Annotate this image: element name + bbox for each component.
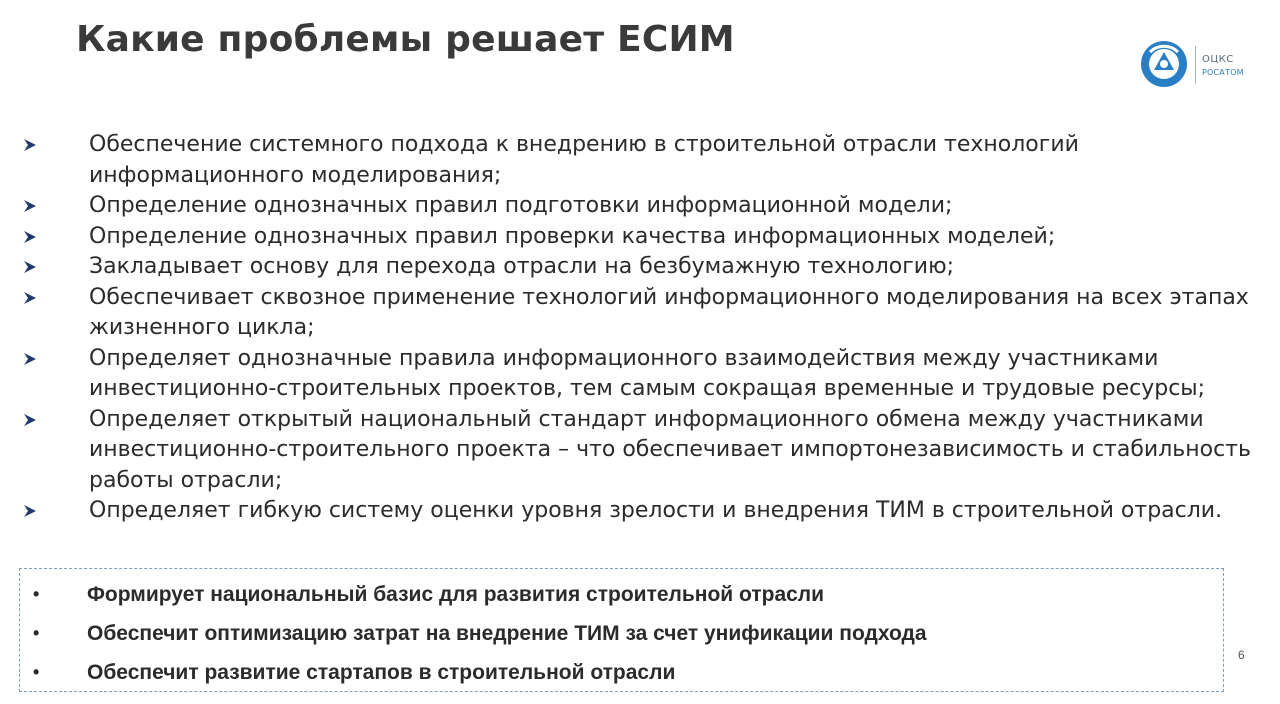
page-number: 6 <box>1238 648 1245 662</box>
bullet-dot-icon: • <box>33 662 40 682</box>
list-item-text: Обеспечивает сквозное применение технологий информационного моделирования на всех этапах жизненного цикла; <box>89 284 1249 340</box>
summary-list <box>20 575 927 692</box>
list-item <box>0 222 1274 253</box>
logo-text-secondary: РОСАТОМ <box>1202 68 1244 77</box>
summary-box <box>19 568 1224 692</box>
bullet-dot-icon: • <box>33 584 40 604</box>
summary-item-text: Формирует национальный базис для развития строительной отрасли <box>87 583 825 606</box>
rosatom-logo-icon <box>1140 40 1188 88</box>
list-item-text: Определяет открытый национальный стандарт информационного обмена между участниками инвестиционно-строительного проекта – что обеспечивает импортонезависимость и стабильность работы отрасли; <box>89 406 1251 493</box>
logo-text-primary: ОЦКС <box>1202 54 1234 65</box>
list-item-text: Определяет однозначные правила информационного взаимодействия между участниками инвестиционно-строительных проектов, тем самым сокращая временные и трудовые ресурсы; <box>89 345 1206 401</box>
list-item <box>0 405 1274 497</box>
list-item-text: Определение однозначных правил подготовки информационной модели; <box>89 193 953 218</box>
list-item-text: Определяет гибкую систему оценки уровня зрелости и внедрения ТИМ в строительной отрасли. <box>89 498 1223 523</box>
list-item-text: Обеспечение системного подхода к внедрению в строительной отрасли технологий информационного моделирования; <box>89 132 1079 188</box>
slide-title: Какие проблемы решает ЕСИМ <box>76 19 735 60</box>
arrow-bullet-icon <box>22 503 38 519</box>
arrow-bullet-icon <box>22 412 38 428</box>
list-item <box>0 191 1274 222</box>
arrow-bullet-icon <box>22 259 38 275</box>
arrow-bullet-icon <box>22 198 38 214</box>
list-item <box>0 252 1274 283</box>
problem-list <box>0 130 1280 527</box>
summary-item <box>20 614 927 653</box>
list-item <box>0 496 1274 527</box>
organization-logo <box>1140 40 1260 90</box>
arrow-bullet-icon <box>22 229 38 245</box>
list-item <box>0 130 1274 191</box>
arrow-bullet-icon <box>22 290 38 306</box>
summary-item-text: Обеспечит развитие стартапов в строительной отрасли <box>87 661 676 684</box>
arrow-bullet-icon <box>22 351 38 367</box>
list-item <box>0 344 1274 405</box>
summary-item <box>20 575 927 614</box>
logo-separator <box>1195 46 1196 84</box>
list-item-text: Определение однозначных правил проверки качества информационных моделей; <box>89 223 1056 249</box>
list-item-text: Закладывает основу для перехода отрасли на безбумажную технологию; <box>89 254 955 279</box>
list-item <box>0 283 1274 344</box>
bullet-dot-icon: • <box>33 623 40 643</box>
arrow-bullet-icon <box>22 137 38 153</box>
summary-item <box>20 653 927 692</box>
summary-item-text: Обеспечит оптимизацию затрат на внедрение ТИМ за счет унификации подхода <box>87 622 927 645</box>
